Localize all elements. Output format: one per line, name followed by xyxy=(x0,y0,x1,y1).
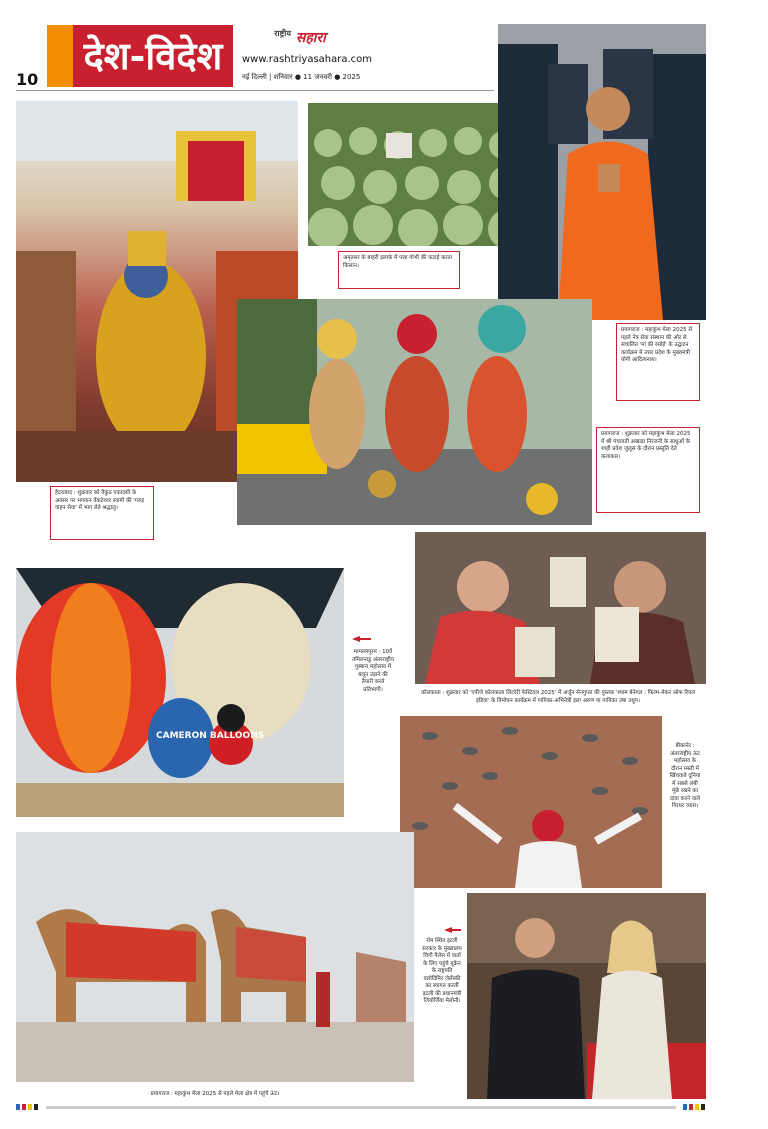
brand-tag: राष्ट्रीय xyxy=(274,28,291,38)
hanuman-illustration xyxy=(237,299,592,525)
camels-illustration xyxy=(16,832,414,1082)
caption-akhara: प्रयागराज : शुक्रवार को महाकुंभ मेला 2025 में श्री पंचायती अखाड़ा निरंजनी के साधुओं के शाही प्रवेश जुलूस के दौरान प्रस्तुति देते कलाकार। xyxy=(596,427,700,513)
footer-color-dots-left xyxy=(16,1104,38,1110)
photo-akhara-procession xyxy=(237,299,592,525)
caption-kolkata: कोलकाता : शुक्रवार को 'एपीजे कोलकाता लिटरेरी फेस्टिवल 2025' में अर्जुन सेनगुप्ता की पुस्तक 'श्याम बेनेगल : फिल्म-मेकर ऑफ रियल इंडिया' के विमोचन कार्यक्रम में गायिका-अभिनेत्री इला अरुण या गायिका उषा उथुप। xyxy=(410,687,706,711)
balloon-brand-text: CAMERON BALLOONS xyxy=(156,731,265,741)
photo-kolkata-book-launch xyxy=(415,532,706,684)
cabbage-illustration xyxy=(308,103,516,246)
footer-color-dots-right xyxy=(683,1104,705,1110)
caption-yogi: प्रयागराज : महाकुंभ मेला 2025 से पहले नेत्र सेवा संस्थान की ओर से संचालित 'मां की रसोई' के उद्घाटन कार्यक्रम में उत्तर प्रदेश के मुख्यमंत्री योगी आदित्यनाथ। xyxy=(616,323,700,401)
bikaner-illustration xyxy=(400,716,662,888)
rome-illustration xyxy=(467,893,706,1099)
caption-bikaner: बीकानेर : अंतरराष्ट्रीय ऊंट महोत्सव के दौरान मस्ती में खिंचवाते दुनिया में सबसे लंबी मूंछे रखने का दावा करने वाले गिरधर व्यास। xyxy=(664,740,706,866)
caption-cabbage: अमृतसर के बाहरी इलाके में पत्ता गोभी की कटाई करता किसान। xyxy=(338,251,460,289)
kolkata-illustration xyxy=(415,532,706,684)
footer-rule xyxy=(46,1106,676,1109)
caption-hyderabad: हैदराबाद : शुक्रवार को वैकुंठ एकादशी के अवसर पर भगवान वेंकटेश्वर स्वामी की 'गरुड़ वाहन सेवा' में भाग लेते श्रद्धालु। xyxy=(50,486,154,540)
section-title: देश-विदेश xyxy=(73,25,233,87)
caption-rome: रोम स्थित इटली सरकार के मुख्यालय चिगी पैलेस में वार्ता के लिए पहुंचे यूक्रेन के राष्ट्रपति वलोदिमिर जेलेंस्की का स्वागत करतीं इटली की प्रधानमंत्री जियोर्जिया मेलोनी। xyxy=(418,935,466,1075)
photo-cabbage-field xyxy=(308,103,516,246)
brand-logo xyxy=(245,28,355,50)
caption-balloon: मामल्लपुरम : 10वें तमिलनाडु अंतरराष्ट्रीय गुब्बारा महोत्सव में बलून उड़ाने की तैयारी करते प्रतिभागी। xyxy=(348,646,398,738)
brand-name: सहारा xyxy=(295,30,326,46)
photo-hot-air-balloons xyxy=(16,568,344,817)
masthead-accent-bar xyxy=(47,25,73,87)
page-number: 10 xyxy=(16,70,39,89)
header-rule xyxy=(16,90,494,91)
photo-camels xyxy=(16,832,414,1082)
balloons-illustration xyxy=(16,568,344,817)
caption-arrow-rome-line xyxy=(451,929,461,931)
photo-zelensky-meloni xyxy=(467,893,706,1099)
dateline: नई दिल्ली | शनिवार ● 11 जनवरी ● 2025 xyxy=(242,73,361,81)
caption-camels: प्रयागराज : महाकुंभ मेला 2025 से पहले मेला क्षेत्र में पहुंचे ऊंट। xyxy=(70,1088,360,1100)
photo-bikaner-moustache xyxy=(400,716,662,888)
yogi-illustration xyxy=(498,24,706,320)
caption-arrow-balloon-line xyxy=(359,638,371,640)
photo-yogi-adityanath xyxy=(498,24,706,320)
site-url[interactable]: www.rashtriyasahara.com xyxy=(242,54,373,65)
